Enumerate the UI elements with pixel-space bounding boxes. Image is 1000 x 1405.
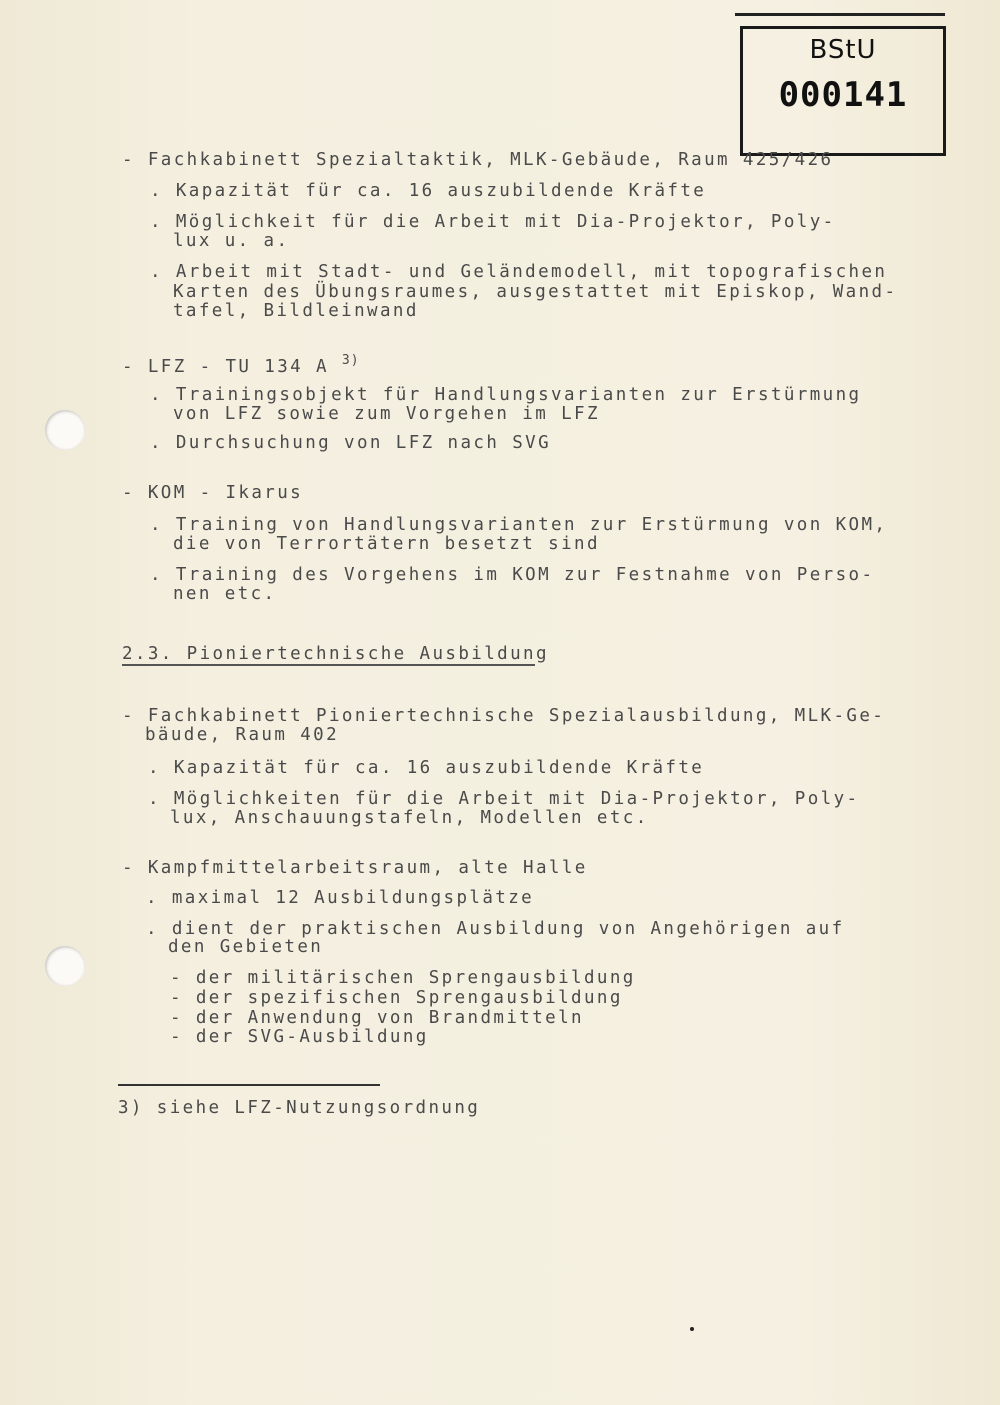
sub-item-brandmittel: - der Anwendung von Brandmitteln xyxy=(170,1008,584,1028)
entry-fachkabinett-spezialtaktik: - Fachkabinett Spezialtaktik, MLK-Gebäude, Raum 425/426 xyxy=(122,150,834,170)
footnote: 3) siehe LFZ-Nutzungsordnung xyxy=(118,1098,481,1118)
footnote-rule xyxy=(118,1084,380,1086)
stamp-number: 000141 xyxy=(778,75,908,115)
bullet-durchsuchung: . Durchsuchung von LFZ nach SVG xyxy=(150,433,552,453)
stamp-top-rule xyxy=(735,13,945,16)
bullet-dient: . dient der praktischen Ausbildung von Angehörigen auf xyxy=(146,919,845,939)
paper-speck xyxy=(690,1327,694,1331)
bullet-dient-cont: den Gebieten xyxy=(168,937,324,957)
stamp-label: BStU xyxy=(809,35,877,65)
bullet-arbeit-modell-cont1: Karten des Übungsraumes, ausgestattet mit Episkop, Wand- xyxy=(173,282,898,302)
footnote-marker: 3) xyxy=(341,353,360,368)
bullet-moeglichkeit-cont: lux u. a. xyxy=(173,231,290,251)
bullet-training-vorgehen-cont: nen etc. xyxy=(173,584,277,604)
entry-fachkabinett-pionier-cont: bäude, Raum 402 xyxy=(145,725,340,745)
bullet-trainingsobjekt-cont: von LFZ sowie zum Vorgehen im LFZ xyxy=(173,404,600,424)
section-heading-underline xyxy=(122,664,535,666)
punch-hole-bottom xyxy=(45,946,85,986)
sub-item-spezifisch: - der spezifischen Sprengausbildung xyxy=(170,988,623,1008)
sub-item-svg: - der SVG-Ausbildung xyxy=(170,1027,429,1047)
archive-stamp xyxy=(740,26,946,156)
bullet-moeglichkeit: . Möglichkeit für die Arbeit mit Dia-Projektor, Poly- xyxy=(150,212,836,232)
entry-fachkabinett-pionier: - Fachkabinett Pioniertechnische Spezialausbildung, MLK-Ge- xyxy=(122,706,886,726)
bullet-moeglichkeiten-pionier-cont: lux, Anschauungstafeln, Modellen etc. xyxy=(170,808,649,828)
bullet-trainingsobjekt: . Trainingsobjekt für Handlungsvarianten zur Erstürmung xyxy=(150,385,862,405)
section-heading: 2.3. Pioniertechnische Ausbildung xyxy=(122,644,549,664)
sub-item-militaerisch: - der militärischen Sprengausbildung xyxy=(170,968,636,988)
bullet-moeglichkeiten-pionier: . Möglichkeiten für die Arbeit mit Dia-Projektor, Poly- xyxy=(148,789,860,809)
bullet-arbeit-modell: . Arbeit mit Stadt- und Geländemodell, mit topografischen xyxy=(150,262,888,282)
punch-hole-top xyxy=(45,410,85,450)
bullet-training-kom: . Training von Handlungsvarianten zur Erstürmung von KOM, xyxy=(150,515,888,535)
bullet-ausbildungsplaetze: . maximal 12 Ausbildungsplätze xyxy=(146,888,535,908)
bullet-arbeit-modell-cont2: tafel, Bildleinwand xyxy=(173,301,419,321)
entry-lfz-text: - LFZ - TU 134 A xyxy=(122,357,329,377)
bullet-kapazitaet: . Kapazität für ca. 16 auszubildende Kräfte xyxy=(150,181,707,201)
bullet-training-kom-cont: die von Terrortätern besetzt sind xyxy=(173,534,600,554)
bullet-kapazitaet-pionier: . Kapazität für ca. 16 auszubildende Kräfte xyxy=(148,758,705,778)
entry-kampfmittelarbeitsraum: - Kampfmittelarbeitsraum, alte Halle xyxy=(122,858,588,878)
bullet-training-vorgehen: . Training des Vorgehens im KOM zur Festnahme von Perso- xyxy=(150,565,875,585)
entry-kom: - KOM - Ikarus xyxy=(122,483,304,503)
entry-lfz xyxy=(122,351,360,377)
